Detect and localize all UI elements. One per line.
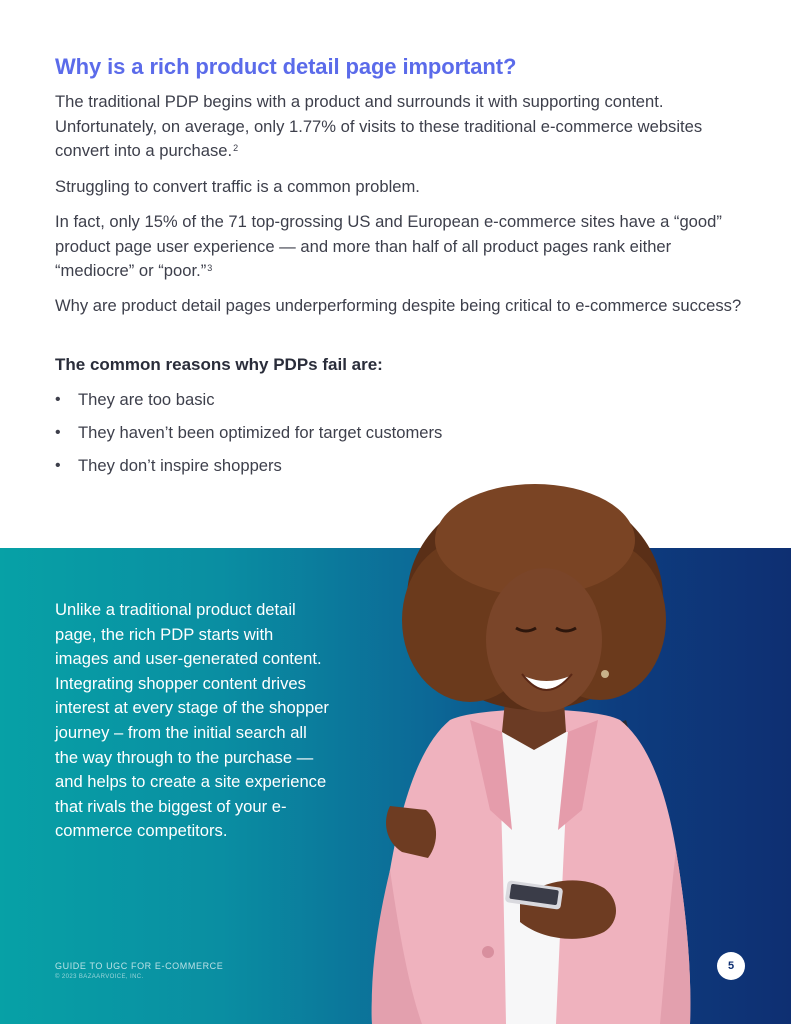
- list-item: [55, 421, 442, 454]
- page-number-badge: 5: [717, 952, 745, 980]
- bullet-icon: •: [55, 424, 61, 441]
- footnote-ref-2: 2: [233, 143, 239, 153]
- list-item: [55, 388, 442, 421]
- band-paragraph: Unlike a traditional product detail page, the rich PDP starts with images and user-generated content. Integrating shopper content drives interest at every stage of the shopper journey – from the initial search all the way through to the purchase — and helps to create a site experience that rivals the biggest of your e-commerce competitors.: [55, 600, 329, 841]
- paragraph-in-fact-text: In fact, only 15% of the 71 top-grossing US and European e-commerce sites have a “good” product page user experience — and more than half of all product pages rank either “mediocre” or “poor.”: [55, 212, 722, 280]
- paragraph-in-fact: [55, 210, 755, 284]
- bullet-icon: •: [55, 457, 61, 474]
- reasons-subheading: The common reasons why PDPs fail are:: [55, 355, 383, 374]
- paragraph-intro-text: The traditional PDP begins with a product and surrounds it with supporting content. Unfortunately, on average, only 1.77% of visits to these traditional e-commerce websites convert into a purchase.: [55, 92, 703, 160]
- list-item-text: They haven’t been optimized for target customers: [78, 423, 443, 442]
- list-item-text: They don’t inspire shoppers: [78, 456, 282, 475]
- list-item-text: They are too basic: [78, 390, 215, 409]
- woman-with-phone-photo: [330, 470, 730, 1024]
- page-heading: Why is a rich product detail page important?: [55, 54, 517, 79]
- footer-title: GUIDE TO UGC FOR E-COMMERCE: [55, 961, 224, 971]
- paragraph-question: Why are product detail pages underperforming despite being critical to e-commerce success?: [55, 296, 742, 315]
- footer: [55, 960, 223, 982]
- paragraph-struggling: Struggling to convert traffic is a common problem.: [55, 177, 420, 196]
- bullet-icon: •: [55, 391, 61, 408]
- paragraph-intro: [55, 90, 755, 164]
- footer-copyright: © 2023 BAZAARVOICE, INC.: [55, 974, 144, 980]
- footnote-ref-3: 3: [207, 263, 213, 273]
